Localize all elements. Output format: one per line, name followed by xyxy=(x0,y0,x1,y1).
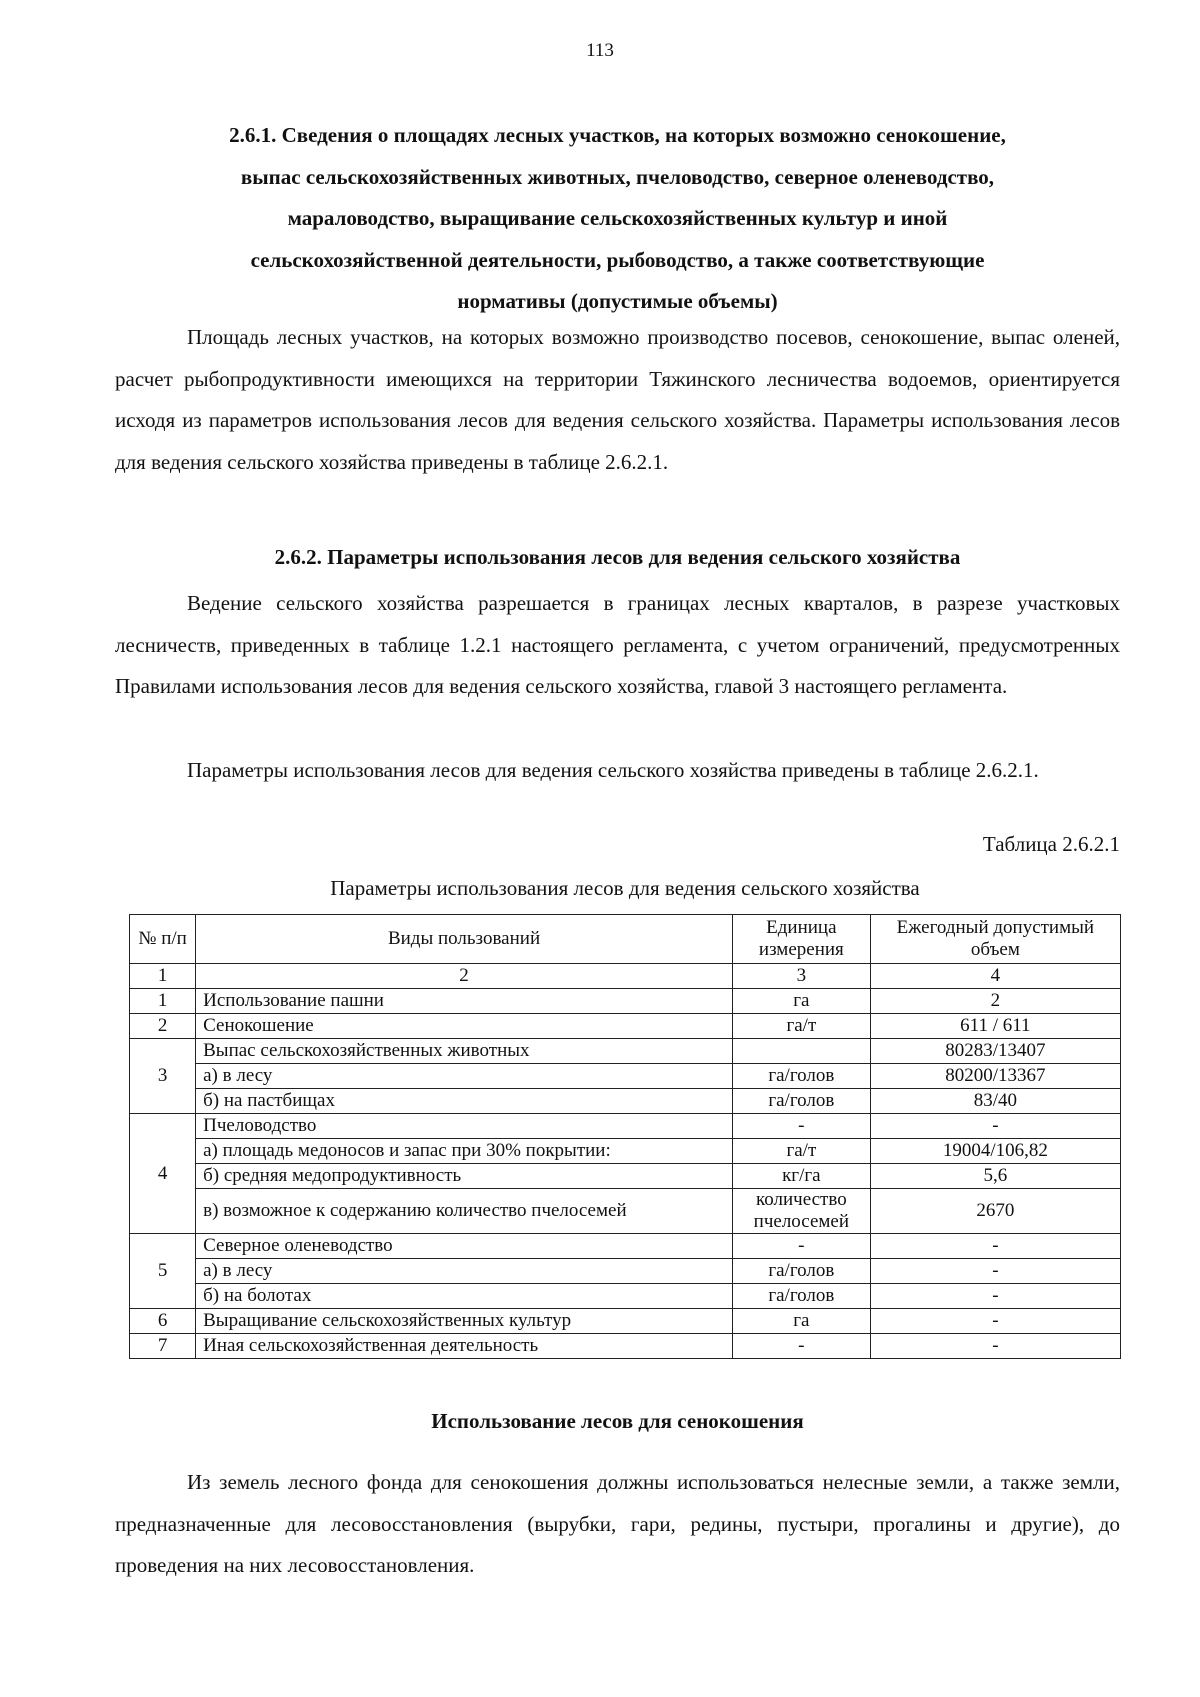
usage-type-cell: б) средняя медопродуктивность xyxy=(196,1164,733,1189)
table-header-row xyxy=(130,915,1121,964)
unit-cell: - xyxy=(732,1114,870,1139)
volume-cell: - xyxy=(870,1114,1120,1139)
header-cell: № п/п xyxy=(130,915,196,964)
section-261-heading xyxy=(115,115,1120,323)
table-row xyxy=(130,1334,1121,1359)
usage-type-cell: Северное оленеводство xyxy=(196,1234,733,1259)
table-row xyxy=(130,1139,1121,1164)
heading-line: сельскохозяйственной деятельности, рыбоводство, а также соответствующие xyxy=(250,247,985,272)
unit-cell: - xyxy=(732,1334,870,1359)
paragraph-text: Ведение сельского хозяйства разрешается в границах лесных кварталов, в разрезе участковых лесничеств, приведенных в таблице 1.2.1 настоящего регламента, с учетом ограничений, предусмотренных Правилами использования лесов для ведения сельского хозяйства, главой 3 настоящего регламента. xyxy=(115,591,1120,698)
table-number: Таблица 2.6.2.1 xyxy=(982,832,1120,856)
usage-type-cell: Иная сельскохозяйственная деятельность xyxy=(196,1334,733,1359)
volume-cell: 611 / 611 xyxy=(870,1014,1120,1039)
table-row xyxy=(130,1234,1121,1259)
unit-cell: га/голов xyxy=(732,1259,870,1284)
usage-type-cell: Выращивание сельскохозяйственных культур xyxy=(196,1309,733,1334)
volume-cell: - xyxy=(870,1334,1120,1359)
table-row xyxy=(130,1064,1121,1089)
unit-cell: га/т xyxy=(732,1139,870,1164)
usage-type-cell: б) на пастбищах xyxy=(196,1089,733,1114)
paragraph-text: Площадь лесных участков, на которых возможно производство посевов, сенокошение, выпас оленей, расчет рыбопродуктивности имеющихся на территории Тяжинского лесничества водоемов, ориентируется исходя из параметров использования лесов для ведения сельского хозяйства. Параметры использования лесов для ведения сельского хозяйства приведены в таблице 2.6.2.1. xyxy=(115,325,1120,474)
column-number-row xyxy=(130,964,1121,989)
header-cell: Виды пользований xyxy=(196,915,733,964)
column-number-cell: 3 xyxy=(732,964,870,989)
table-row xyxy=(130,1284,1121,1309)
table-row xyxy=(130,1014,1121,1039)
usage-type-cell: Выпас сельскохозяйственных животных xyxy=(196,1039,733,1064)
table-row xyxy=(130,1189,1121,1234)
volume-cell: 19004/106,82 xyxy=(870,1139,1120,1164)
volume-cell: - xyxy=(870,1284,1120,1309)
volume-cell: 83/40 xyxy=(870,1089,1120,1114)
unit-cell: га/т xyxy=(732,1014,870,1039)
section-262-heading: 2.6.2. Параметры использования лесов для ведения сельского хозяйства xyxy=(274,545,961,569)
header-cell: Ежегодный допустимый объем xyxy=(870,915,1120,964)
section-262-paragraph-2 xyxy=(115,750,1120,792)
heading-line: выпас сельскохозяйственных животных, пчеловодство, северное оленеводство, xyxy=(240,164,995,189)
unit-cell xyxy=(732,1039,870,1064)
row-number-cell: 2 xyxy=(130,1014,196,1039)
table-row xyxy=(130,1164,1121,1189)
unit-cell: га/голов xyxy=(732,1089,870,1114)
volume-cell: 80283/13407 xyxy=(870,1039,1120,1064)
table-row xyxy=(130,989,1121,1014)
row-number-cell: 6 xyxy=(130,1309,196,1334)
row-number-cell: 3 xyxy=(130,1039,196,1114)
unit-cell: - xyxy=(732,1234,870,1259)
heading-line: мараловодство, выращивание сельскохозяйственных культур и иной xyxy=(287,206,948,230)
usage-type-cell: Сенокошение xyxy=(196,1014,733,1039)
volume-cell: - xyxy=(870,1234,1120,1259)
table-row xyxy=(130,1089,1121,1114)
section-262-paragraph-1 xyxy=(115,583,1120,708)
hay-section-heading: Использование лесов для сенокошения xyxy=(431,1409,804,1433)
table-row xyxy=(130,1039,1121,1064)
paragraph-text: Параметры использования лесов для ведения сельского хозяйства приведены в таблице 2.6.2.1. xyxy=(187,758,1039,782)
paragraph-text: Из земель лесного фонда для сенокошения должны использоваться нелесные земли, а также земли, предназначенные для лесовосстановления (вырубки, гари, редины, пустыри, прогалины и другие), до проведения на них лесовосстановления. xyxy=(115,1470,1120,1577)
parameters-table xyxy=(129,914,1121,1359)
table-caption: Параметры использования лесов для ведения сельского хозяйства xyxy=(330,876,920,900)
unit-cell: количество пчелосемей xyxy=(732,1189,870,1234)
row-number-cell: 7 xyxy=(130,1334,196,1359)
hay-section-paragraph xyxy=(115,1462,1120,1587)
row-number-cell: 1 xyxy=(130,989,196,1014)
unit-cell: га xyxy=(732,1309,870,1334)
table-row xyxy=(130,1114,1121,1139)
unit-cell: га/голов xyxy=(732,1064,870,1089)
column-number-cell: 2 xyxy=(196,964,733,989)
table-row xyxy=(130,1309,1121,1334)
usage-type-cell: в) возможное к содержанию количество пчелосемей xyxy=(196,1189,733,1234)
volume-cell: 5,6 xyxy=(870,1164,1120,1189)
row-number-cell: 5 xyxy=(130,1234,196,1309)
volume-cell: 2 xyxy=(870,989,1120,1014)
unit-cell: га/голов xyxy=(732,1284,870,1309)
section-261-paragraph xyxy=(115,317,1120,483)
usage-type-cell: Использование пашни xyxy=(196,989,733,1014)
column-number-cell: 1 xyxy=(130,964,196,989)
volume-cell: - xyxy=(870,1309,1120,1334)
volume-cell: 2670 xyxy=(870,1189,1120,1234)
row-number-cell: 4 xyxy=(130,1114,196,1234)
usage-type-cell: Пчеловодство xyxy=(196,1114,733,1139)
volume-cell: 80200/13367 xyxy=(870,1064,1120,1089)
usage-type-cell: а) в лесу xyxy=(196,1064,733,1089)
column-number-cell: 4 xyxy=(870,964,1120,989)
unit-cell: га xyxy=(732,989,870,1014)
page-number: 113 xyxy=(586,40,614,61)
table-row xyxy=(130,1259,1121,1284)
heading-line: нормативы (допустимые объемы) xyxy=(457,289,778,313)
heading-line: 2.6.1. Сведения о площадях лесных участков, на которых возможно сенокошение, xyxy=(229,123,1006,147)
usage-type-cell: а) в лесу xyxy=(196,1259,733,1284)
header-cell: Единица измерения xyxy=(732,915,870,964)
usage-type-cell: б) на болотах xyxy=(196,1284,733,1309)
volume-cell: - xyxy=(870,1259,1120,1284)
unit-cell: кг/га xyxy=(732,1164,870,1189)
usage-type-cell: а) площадь медоносов и запас при 30% покрытии: xyxy=(196,1139,733,1164)
